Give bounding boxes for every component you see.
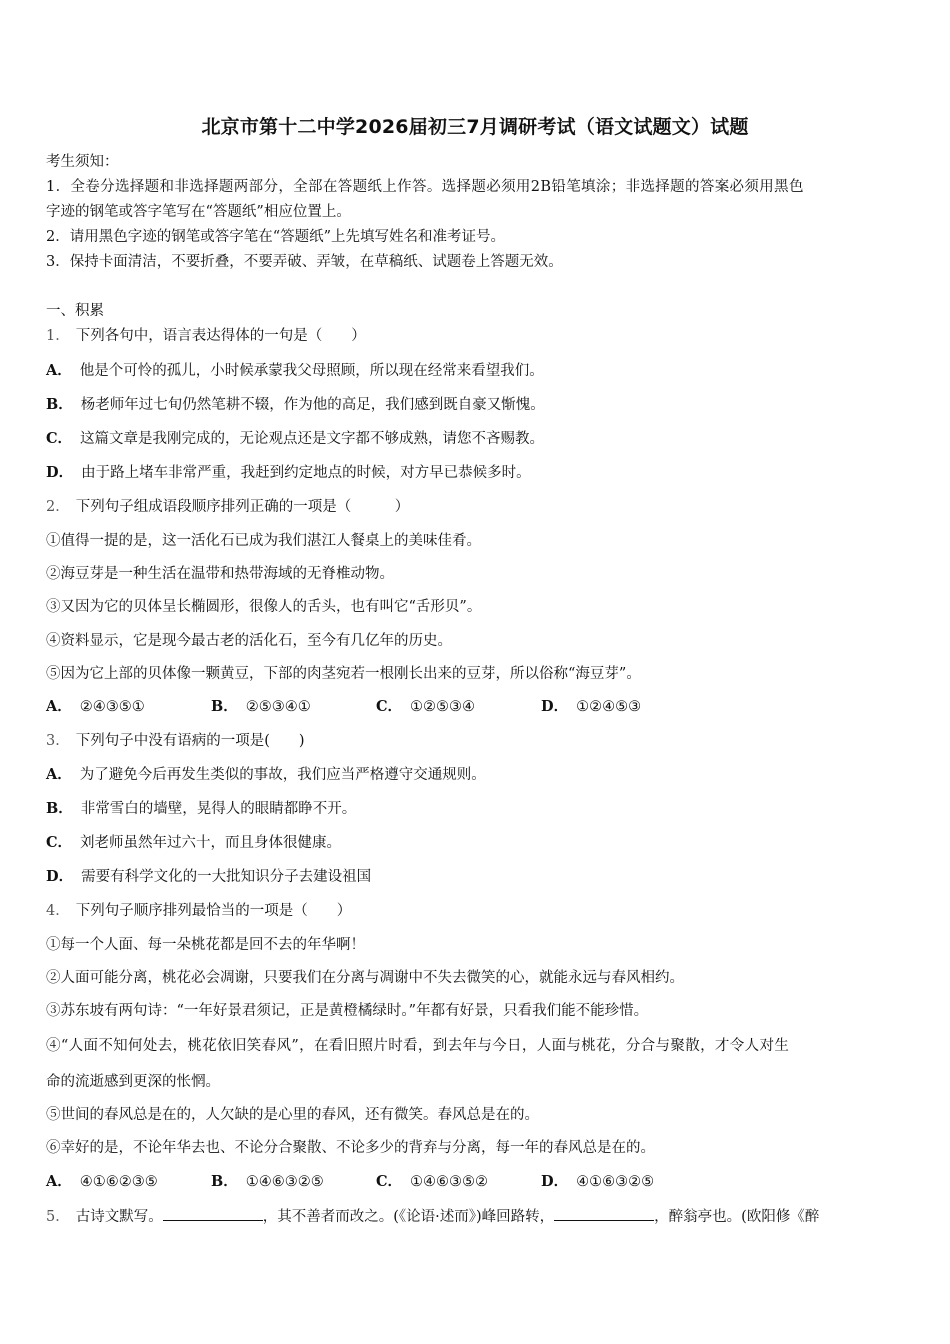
q3-option-a — [46, 765, 486, 785]
q4-sentence-1: ①每一个人面、每一朵桃花都是回不去的年华啊！ — [46, 937, 365, 953]
q4-sentence-5: ⑤世间的春风总是在的，人欠缺的是心里的春风，还有微笑。春风总是在的。 — [46, 1107, 539, 1123]
question-text: 下列句子组成语段顺序排列正确的一项是（ ） — [75, 499, 410, 515]
option-letter: D． — [541, 1173, 569, 1190]
question-text: ，醉翁亭也。(欧阳修《醉 — [654, 1209, 820, 1225]
q2-option-d — [541, 697, 641, 717]
question-number: 5． — [46, 1209, 70, 1225]
question-number: 4． — [46, 903, 70, 919]
option-letter: C． — [46, 430, 73, 447]
question-text: 下列各句中，语言表达得体的一句是（ ） — [75, 328, 366, 344]
option-text: 刘老师虽然年过六十，而且身体很健康。 — [80, 835, 342, 851]
option-text: 由于路上堵车非常严重，我赶到约定地点的时候，对方早已恭候多时。 — [81, 465, 531, 481]
q2-option-a — [46, 697, 211, 717]
option-letter: D． — [46, 464, 74, 481]
q2-options — [46, 697, 641, 717]
q2-option-c — [376, 697, 541, 717]
option-letter: C． — [376, 1173, 403, 1190]
option-letter: C． — [46, 834, 73, 851]
option-letter: B． — [211, 698, 238, 715]
notice-line-1b: 字迹的钢笔或答字笔写在“答题纸”相应位置上。 — [46, 204, 351, 220]
q2-option-b — [211, 697, 376, 717]
option-text: ①④⑥③②⑤ — [245, 1174, 324, 1190]
option-text: ④①⑥②③⑤ — [79, 1174, 158, 1190]
option-text: 这篇文章是我刚完成的，无论观点还是文字都不够成熟，请您不吝赐教。 — [80, 431, 545, 447]
option-text: ①④⑥③⑤② — [410, 1174, 489, 1190]
q2-sentence-1: ①值得一提的是，这一活化石已成为我们湛江人餐桌上的美味佳肴。 — [46, 533, 481, 549]
section-heading: 一、积累 — [46, 303, 104, 319]
q4-sentence-3: ③苏东坡有两句诗：“一年好景君须记，正是黄橙橘绿时。”年都有好景，只看我们能不能珍惜。 — [46, 1003, 649, 1019]
q4-sentence-2: ②人面可能分离，桃花必会凋谢，只要我们在分离与凋谢中不失去微笑的心，就能永远与春风相约。 — [46, 970, 684, 986]
q1-option-c — [46, 429, 544, 449]
option-text: 非常雪白的墙壁，晃得人的眼睛都睁不开。 — [80, 801, 357, 817]
q1-option-a — [46, 361, 544, 381]
option-letter: A． — [46, 698, 72, 715]
answer-blank[interactable] — [163, 1206, 263, 1221]
q2-sentence-3: ③又因为它的贝体呈长椭圆形，很像人的舌头，也有叫它“舌形贝”。 — [46, 599, 482, 615]
question-number: 2． — [46, 499, 70, 515]
answer-blank[interactable] — [554, 1206, 654, 1221]
notice-line-3: 3．保持卡面清洁，不要折叠，不要弄破、弄皱，在草稿纸、试题卷上答题无效。 — [46, 254, 563, 270]
option-letter: C． — [376, 698, 403, 715]
q2-sentence-4: ④资料显示，它是现今最古老的活化石，至今有几亿年的历史。 — [46, 633, 452, 649]
option-letter: B． — [46, 800, 73, 817]
notice-line-1a: 1．全卷分选择题和非选择题两部分，全部在答题纸上作答。选择题必须用2B铅笔填涂；非选择题的答案必须用黑色 — [46, 179, 804, 195]
q3-option-d — [46, 867, 371, 887]
option-text: 需要有科学文化的一大批知识分子去建设祖国 — [81, 869, 372, 885]
q4-option-a — [46, 1172, 211, 1192]
q1-option-b — [46, 395, 545, 415]
question-number: 3． — [46, 733, 70, 749]
q4-option-d — [541, 1172, 654, 1192]
question-text: 下列句子中没有语病的一项是( ) — [75, 733, 305, 749]
option-text: ②④③⑤① — [79, 699, 145, 715]
q3-option-c — [46, 833, 341, 853]
q4-options — [46, 1172, 654, 1192]
option-letter: D． — [541, 698, 569, 715]
option-text: ④①⑥③②⑤ — [576, 1174, 655, 1190]
option-letter: A． — [46, 362, 72, 379]
option-letter: A． — [46, 766, 72, 783]
option-letter: B． — [46, 396, 73, 413]
question-number: 1． — [46, 328, 70, 344]
notice-line-2: 2．请用黑色字迹的钢笔或答字笔在“答题纸”上先填写姓名和准考证号。 — [46, 229, 506, 245]
option-letter: B． — [211, 1173, 238, 1190]
option-letter: A． — [46, 1173, 72, 1190]
question-text: 下列句子顺序排列最恰当的一项是（ ） — [75, 903, 352, 919]
option-text: 杨老师年过七旬仍然笔耕不辍，作为他的高足，我们感到既自豪又惭愧。 — [80, 397, 545, 413]
option-text: 他是个可怜的孤儿，小时候承蒙我父母照顾，所以现在经常来看望我们。 — [79, 363, 544, 379]
question-2-stem — [46, 497, 409, 517]
question-text: ，其不善者而改之。(《论语·述而》)峰回路转， — [262, 1209, 555, 1225]
option-text: 为了避免今后再发生类似的事故，我们应当严格遵守交通规则。 — [79, 767, 486, 783]
question-4-stem — [46, 901, 351, 921]
q2-sentence-5: ⑤因为它上部的贝体像一颗黄豆，下部的肉茎宛若一根刚长出来的豆芽，所以俗称“海豆芽”。 — [46, 666, 641, 682]
question-text: 古诗文默写。 — [75, 1209, 163, 1225]
question-1-stem — [46, 326, 366, 346]
question-3-stem — [46, 731, 305, 751]
page-title: 北京市第十二中学2026届初三7月调研考试（语文试题文）试题 — [201, 116, 749, 138]
q4-sentence-4a: ④“人面不知何处去，桃花依旧笑春风”，在看旧照片时看，到去年与今日，人面与桃花，分合与聚散，才令人对生 — [46, 1038, 790, 1054]
q4-sentence-4b: 命的流逝感到更深的怅惘。 — [46, 1074, 220, 1090]
q1-option-d — [46, 463, 531, 483]
option-text: ②⑤③④① — [245, 699, 311, 715]
question-5-stem — [46, 1206, 819, 1227]
option-text: ①②⑤③④ — [410, 699, 476, 715]
option-letter: D． — [46, 868, 74, 885]
option-text: ①②④⑤③ — [576, 699, 642, 715]
q2-sentence-2: ②海豆芽是一种生活在温带和热带海域的无脊椎动物。 — [46, 566, 394, 582]
q4-option-b — [211, 1172, 376, 1192]
q4-sentence-6: ⑥幸好的是，不论年华去也、不论分合聚散、不论多少的背弃与分离，每一年的春风总是在的。 — [46, 1140, 655, 1156]
q3-option-b — [46, 799, 356, 819]
notice-heading: 考生须知： — [46, 154, 119, 170]
q4-option-c — [376, 1172, 541, 1192]
